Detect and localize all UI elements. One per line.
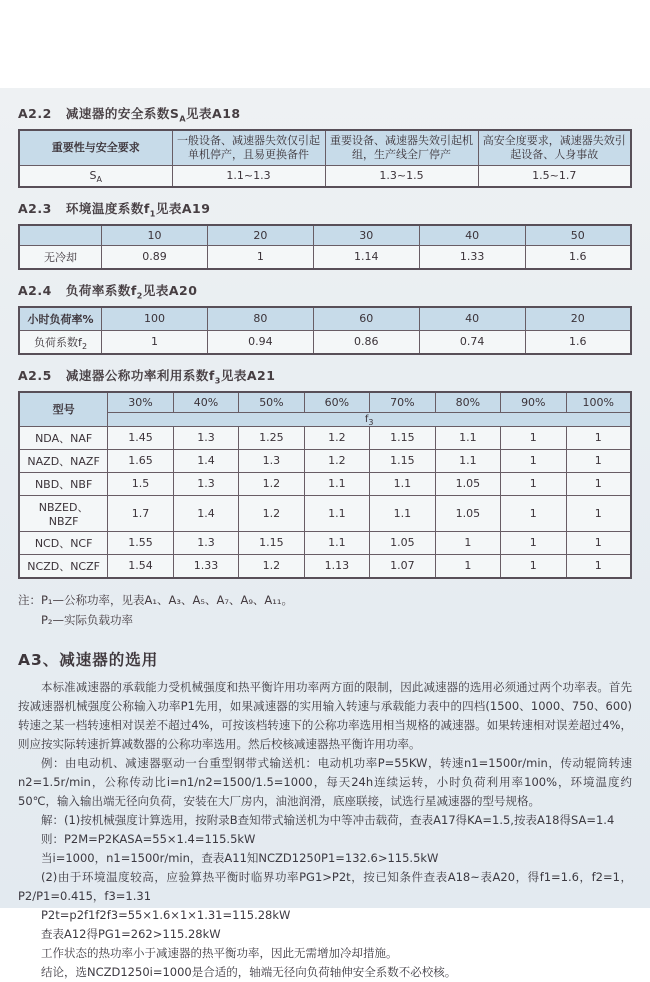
table-a21-header-row-1 — [19, 392, 631, 413]
section-a24-title: 负荷率系数f — [65, 282, 137, 298]
a20-value: 0.86 — [313, 330, 419, 354]
section-a25-title: 减速器公称功率利用系数f — [65, 367, 215, 383]
a21-value: 1 — [501, 554, 566, 578]
table-row — [19, 495, 631, 531]
a20-load-col: 60 — [313, 307, 419, 331]
a19-row-label: 无冷却 — [19, 245, 102, 269]
table-a18 — [18, 129, 632, 188]
a3-paragraph-formula-4: 查表A12得PG1=262>115.28kW — [41, 926, 221, 941]
a21-percent-col: 90% — [501, 392, 566, 413]
a18-header-general: 一般设备、减速器失效仅引起单机停产，且易更换备件 — [172, 130, 325, 166]
a21-value: 1.5 — [108, 472, 173, 495]
table-a20-data-row — [19, 330, 631, 354]
table-a18-header-row — [19, 130, 631, 166]
a3-paragraph-formula-2: 当i=1000，n1=1500r/min，查表A11知NCZD1250P1=132.6>115.5kW — [41, 850, 439, 865]
a21-value: 1.2 — [239, 472, 304, 495]
section-a25-title-suffix: 见表A21 — [220, 367, 276, 383]
table-a20 — [18, 306, 632, 355]
table-a21-header-row-2 — [19, 412, 631, 426]
a21-value: 1.25 — [239, 426, 304, 449]
a20-load-col: 40 — [419, 307, 525, 331]
table-a20-header-row — [19, 307, 631, 331]
a18-value: 1.5~1.7 — [478, 166, 631, 187]
a21-value: 1.33 — [173, 554, 238, 578]
table-row — [19, 449, 631, 472]
section-a23-title: 环境温度系数f — [65, 200, 150, 216]
a21-value: 1 — [435, 554, 500, 578]
a21-value: 1.05 — [435, 495, 500, 531]
notes-block — [18, 590, 632, 630]
a21-value: 1 — [566, 495, 631, 531]
section-a3-body — [18, 678, 632, 982]
a19-temp-col: 10 — [102, 225, 208, 246]
a3-paragraph-solution-2: (2)由于环境温度较高，应验算热平衡时临界功率PG1>P2t，按已知条件查表A18~表A20，得f1=1.6，f2=1，P2/P1=0.415，f3=1.31 — [18, 869, 632, 903]
a21-model-header: 型号 — [19, 392, 108, 427]
a19-value: 1 — [207, 245, 313, 269]
a21-value: 1.3 — [239, 449, 304, 472]
a21-value: 1.3 — [173, 531, 238, 554]
a18-value: 1.3~1.5 — [325, 166, 478, 187]
table-a21 — [18, 391, 632, 579]
a21-value: 1.4 — [173, 449, 238, 472]
a3-paragraph-example: 例：由电动机、减速器驱动一台重型钢带式输送机：电动机功率P=55KW，转速n1=1500r/min，传动辊筒转速n2=1.5r/min，公称传动比i=n1/n2=1500/1.5=1000，每天24h连续运转，小时负荷利用率100%，环境温度约50℃，输入输出端无径向负荷，安装在大厂房内，油池润滑，底座联接，试选行星减速器的型号规格。 — [18, 755, 632, 808]
a19-value: 1.6 — [525, 245, 631, 269]
a21-value: 1.65 — [108, 449, 173, 472]
a21-value: 1.7 — [108, 495, 173, 531]
a21-value: 1.55 — [108, 531, 173, 554]
a21-value: 1.1 — [370, 472, 435, 495]
a21-value: 1 — [566, 449, 631, 472]
section-a23-number: A2.3 — [18, 200, 52, 216]
a20-load-col: 80 — [207, 307, 313, 331]
a20-value: 1.6 — [525, 330, 631, 354]
a3-paragraph-formula-3: P2t=p2f1f2f3=55×1.6×1×1.31=115.28kW — [41, 907, 291, 922]
a21-value: 1.2 — [304, 426, 369, 449]
a21-percent-col: 60% — [304, 392, 369, 413]
a21-value: 1.2 — [304, 449, 369, 472]
a19-corner-cell — [19, 225, 102, 246]
section-a25-number: A2.5 — [18, 367, 52, 383]
a18-header-importance: 重要性与安全要求 — [19, 130, 172, 166]
a21-value: 1 — [566, 554, 631, 578]
a21-value: 1 — [501, 472, 566, 495]
section-a24-title-subscript: 2 — [136, 291, 143, 300]
table-a19-header-row — [19, 225, 631, 246]
a21-percent-col: 100% — [566, 392, 631, 413]
a21-value: 1.2 — [239, 495, 304, 531]
section-a22-title-suffix: 见表A18 — [186, 106, 241, 121]
a21-percent-col: 40% — [173, 392, 238, 413]
table-a19 — [18, 224, 632, 270]
a21-percent-col: 70% — [370, 392, 435, 413]
a21-value: 1.1 — [435, 426, 500, 449]
note-line-1: 注：P₁—公称功率，见表A₁、A₃、A₅、A₇、A₉、A₁₁。 — [18, 592, 294, 607]
a21-value: 1.05 — [370, 531, 435, 554]
a3-paragraph-conclusion: 结论，选NCZD1250i=1000是合适的，轴端无径向负荷轴伸安全系数不必校核。 — [41, 964, 457, 979]
a19-temp-col: 20 — [207, 225, 313, 246]
a21-value: 1 — [501, 495, 566, 531]
a3-paragraph-thermal: 工作状态的热功率小于减速器的热平衡功率，因此无需增加冷却措施。 — [41, 945, 398, 960]
document-page — [0, 88, 650, 979]
table-row — [19, 554, 631, 578]
a20-value: 0.74 — [419, 330, 525, 354]
section-a22-title-subscript: A — [179, 114, 187, 124]
a3-paragraph-intro: 本标准减速器的承载能力受机械强度和热平衡许用功率两方面的限制，因此减速器的选用必须通过两个功率表。首先按减速器机械强度公称输入功率P1先用，如果减速器的实用输入转速与承载能力表中的四档(1500、1000、750、600)转速之某一档转速相对误差不超过4%，可按该档转速下的公称功率选用相当规格的减速器。如果转速相对误差超过4%，则应按实际转速折算减数器的公称功率选用。然后校核减速器热平衡许用功率。 — [18, 679, 632, 751]
a18-row-label: $S_A$ — [19, 166, 172, 187]
a21-model: NCD、NCF — [19, 531, 108, 554]
a21-value: 1 — [501, 531, 566, 554]
a20-load-col: 20 — [525, 307, 631, 331]
a19-value: 0.89 — [102, 245, 208, 269]
table-row — [19, 426, 631, 449]
a21-value: 1.3 — [173, 426, 238, 449]
section-a23-heading — [18, 199, 632, 217]
section-a23-title-subscript: 1 — [149, 209, 156, 218]
section-a24-title-suffix: 见表A20 — [142, 282, 198, 298]
a21-value: 1.1 — [304, 531, 369, 554]
table-row — [19, 472, 631, 495]
a20-row1-label: 小时负荷率% — [19, 307, 102, 331]
a21-value: 1.54 — [108, 554, 173, 578]
a21-value: 1.45 — [108, 426, 173, 449]
a21-percent-col: 80% — [435, 392, 500, 413]
a21-value: 1 — [435, 531, 500, 554]
section-a24-number: A2.4 — [18, 282, 52, 298]
a21-value: 1.2 — [239, 554, 304, 578]
section-a22-number: A2.2 — [18, 106, 52, 121]
a21-value: 1 — [501, 426, 566, 449]
a21-value: 1 — [566, 531, 631, 554]
a21-value: 1.1 — [304, 495, 369, 531]
a21-model: NCZD、NCZF — [19, 554, 108, 578]
a21-value: 1.13 — [304, 554, 369, 578]
section-a24-heading — [18, 281, 632, 299]
a3-paragraph-formula-1: 则：P2M=P2KASA=55×1.4=115.5kW — [41, 831, 256, 846]
a21-value: 1.3 — [173, 472, 238, 495]
note-line-2: P₂—实际负载功率 — [41, 612, 134, 627]
table-row — [19, 531, 631, 554]
a19-value: 1.14 — [313, 245, 419, 269]
table-a18-data-row — [19, 166, 631, 187]
a21-value: 1.15 — [370, 426, 435, 449]
a18-value: 1.1~1.3 — [172, 166, 325, 187]
a21-model: NAZD、NAZF — [19, 449, 108, 472]
a21-percent-col: 50% — [239, 392, 304, 413]
a21-value: 1 — [501, 449, 566, 472]
a21-value: 1.07 — [370, 554, 435, 578]
a20-row2-label: 负荷系数$f_2$ — [19, 330, 102, 354]
a21-value: 1.1 — [370, 495, 435, 531]
a21-value: 1.15 — [239, 531, 304, 554]
section-a23-title-suffix: 见表A19 — [155, 200, 211, 216]
a19-value: 1.33 — [419, 245, 525, 269]
a21-value: 1.1 — [304, 472, 369, 495]
a21-model: NDA、NAF — [19, 426, 108, 449]
section-a22-title: 减速器的安全系数S — [65, 106, 180, 121]
a21-model: NBD、NBF — [19, 472, 108, 495]
a21-value: 1.4 — [173, 495, 238, 531]
a21-value: 1.05 — [435, 472, 500, 495]
a21-model: NBZED、NBZF — [19, 495, 108, 531]
a19-temp-col: 30 — [313, 225, 419, 246]
section-a3-heading: A3、减速器的选用 — [18, 650, 159, 669]
a21-percent-col: 30% — [108, 392, 173, 413]
page-top-margin — [0, 0, 650, 88]
a20-load-col: 100 — [102, 307, 208, 331]
a18-header-high-safety: 高安全度要求，减速器失效引起设备、人身事故 — [478, 130, 631, 166]
a18-header-important: 重要设备、减速器失效引起机组，生产线全厂停产 — [325, 130, 478, 166]
a19-temp-col: 50 — [525, 225, 631, 246]
a20-value: 0.94 — [207, 330, 313, 354]
a3-paragraph-solution-1: 解：(1)按机械强度计算选用，按附录B查知带式输送机为中等冲击载荷，查表A17得KA=1.5,按表A18得SA=1.4 — [41, 812, 615, 827]
table-a19-data-row — [19, 245, 631, 269]
a21-value: 1 — [566, 426, 631, 449]
a20-value: 1 — [102, 330, 208, 354]
a21-f3-header: $f_3$ — [108, 412, 631, 426]
a21-value: 1 — [566, 472, 631, 495]
section-a25-heading — [18, 366, 632, 384]
a21-value: 1.1 — [435, 449, 500, 472]
a19-temp-col: 40 — [419, 225, 525, 246]
section-a22-heading — [18, 104, 632, 122]
a21-value: 1.15 — [370, 449, 435, 472]
section-a25-title-subscript: 3 — [214, 376, 221, 385]
